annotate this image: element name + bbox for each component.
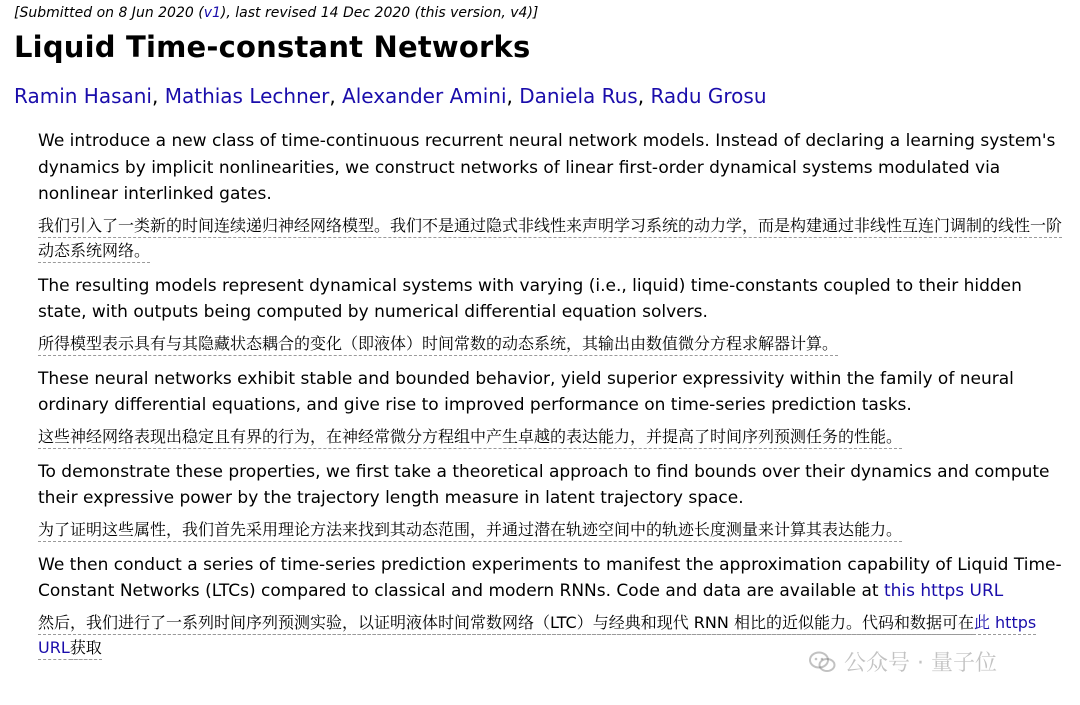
translation-text: 这些神经网络表现出稳定且有界的行为，在神经常微分方程组中产生卓越的表达能力，并提高了时间序列预测任务的性能。 (38, 427, 902, 449)
translation-text: 我们引入了一类新的时间连续递归神经网络模型。我们不是通过隐式非线性来声明学习系统的动力学，而是构建通过非线性互连门调制的线性一阶动态系统网络。 (38, 216, 1062, 263)
author-separator: , (152, 84, 165, 108)
abstract-paragraph-en: These neural networks exhibit stable and bounded behavior, yield superior expressivity within the family of neural ordinary differential equations, and give rise to improved performance on time-series prediction tasks. (38, 368, 1014, 415)
abstract-paragraph-en: To demonstrate these properties, we first take a theoretical approach to find bounds over their dynamics and compute their expressive power by the trajectory length measure in latent trajectory space. (38, 461, 1050, 508)
author-link[interactable]: Alexander Amini (342, 84, 507, 108)
author-link[interactable]: Mathias Lechner (164, 84, 330, 108)
abstract-paragraph-en: We introduce a new class of time-continuous recurrent neural network models. Instead of declaring a learning system's dynamics by implicit nonlinearities, we construct networks of linear first-order dynamical systems modulated via nonlinear interlinked gates. (38, 131, 1056, 204)
author-separator: , (637, 84, 651, 108)
abstract-paragraph-en (38, 552, 1068, 605)
translation-text-part: 然后，我们进行了一系列时间序列预测实验，以证明液体时间常数网络（LTC）与经典和现代 RNN 相比的近似能力。代码和数据可在 (38, 613, 974, 635)
author-list (14, 84, 767, 108)
abstract-paragraph-zh (38, 213, 1068, 263)
translation-suffix: 获取 (70, 638, 102, 660)
translation-text: 所得模型表示具有与其隐藏状态耦合的变化（即液体）时间常数的动态系统，其输出由数值微分方程求解器计算。 (38, 334, 838, 356)
translation-text: 为了证明这些属性，我们首先采用理论方法来找到其动态范围，并通过潜在轨迹空间中的轨迹长度测量来计算其表达能力。 (38, 520, 902, 542)
author-separator: , (329, 84, 343, 108)
abstract-paragraph-en: The resulting models represent dynamical systems with varying (i.e., liquid) time-constants coupled to their hidden state, with outputs being computed by numerical differential equation solvers. (38, 275, 1022, 322)
code-url-link-zh[interactable]: 此 https URL (38, 612, 1037, 657)
submitted-suffix: ), last revised 14 Dec 2020 (this version, v4)] (220, 5, 539, 21)
author-link[interactable]: Radu Grosu (650, 84, 767, 108)
abstract-paragraph-zh (38, 517, 1068, 542)
abstract-paragraph-zh (38, 610, 1068, 660)
author-separator: , (506, 84, 520, 108)
abstract-paragraph-zh (38, 331, 1068, 356)
author-link[interactable]: Daniela Rus (519, 84, 638, 108)
watermark-text: 公众号 · 量子位 (844, 651, 997, 676)
version-link[interactable]: v1 (203, 5, 221, 21)
paper-title: Liquid Time-constant Networks (14, 30, 531, 64)
code-url-link[interactable]: this https URL (883, 581, 1004, 601)
abstract (38, 128, 1068, 670)
paragraph-text: We then conduct a series of time-series prediction experiments to manifest the approximation capability of Liquid Time-Constant Networks (LTCs) compared to classical and modern RNNs. Code and data are available at (38, 554, 1062, 601)
submitted-prefix: [Submitted on 8 Jun 2020 ( (14, 5, 204, 21)
translation-text (38, 613, 1036, 660)
author-link[interactable]: Ramin Hasani (14, 84, 152, 108)
submission-info (14, 5, 538, 21)
abstract-paragraph-zh (38, 424, 1068, 449)
